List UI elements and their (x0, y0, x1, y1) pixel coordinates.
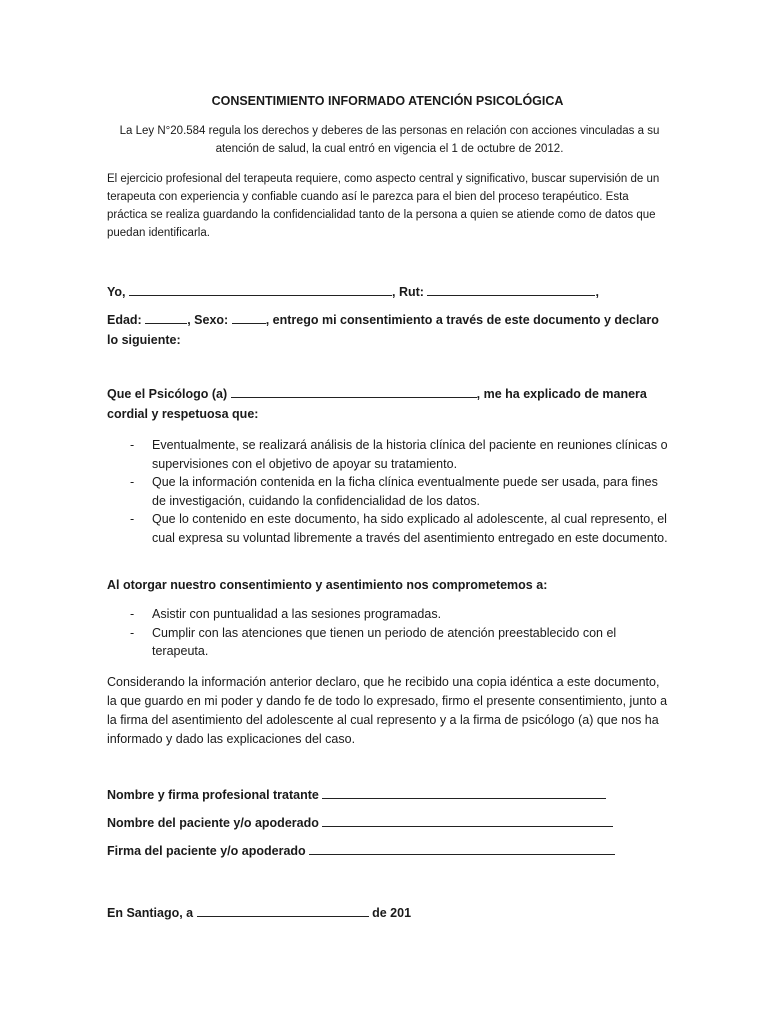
law-intro: La Ley N°20.584 regula los derechos y deberes de las personas en relación con acciones vinculadas a su atención de salud, la cual entró en vigencia el 1 de octubre de 2012. (119, 125, 660, 155)
list-item-text: Cumplir con las atenciones que tienen un periodo de atención preestablecido con el terapeuta. (152, 625, 617, 658)
age-blank[interactable] (145, 311, 187, 324)
supervision-paragraph: El ejercicio profesional del terapeuta requiere, como aspecto central y significativo, buscar supervisión de un terapeuta con experiencia y confiable cuando así le parezca para el bien del proceso terapéutico. Esta práctica se realiza guardando la confidencialidad tanto de la persona a quien se atiende como de datos que puedan identificarla. (107, 173, 660, 239)
document-title: CONSENTIMIENTO INFORMADO ATENCIÓN PSICOLÓGICA (211, 94, 564, 108)
rut-end: , (595, 285, 599, 299)
list-item (107, 605, 668, 624)
psychologist-blank[interactable] (231, 385, 477, 398)
consent-text: , entrego mi consentimiento a través de este documento y declaro lo siguiente: (107, 313, 659, 347)
patient-name-label: Nombre del paciente y/o apoderado (107, 815, 319, 830)
professional-blank[interactable] (322, 786, 606, 799)
rut-blank[interactable] (427, 283, 595, 296)
commitment-list (107, 605, 668, 661)
list-item (107, 510, 668, 547)
list-item-text: Eventualmente, se realizará análisis de la historia clínica del paciente en reuniones clínicas o supervisiones con el objetivo de apoyar su tratamiento. (152, 438, 668, 471)
list-item (107, 624, 668, 661)
name-blank[interactable] (129, 283, 392, 296)
patient-signature-line (107, 841, 668, 861)
patient-signature-blank[interactable] (309, 842, 615, 855)
dash-bullet: - (130, 607, 135, 621)
yo-label: Yo, (107, 285, 126, 299)
psychologist-line (107, 384, 668, 424)
edad-label: Edad: (107, 313, 142, 327)
patient-signature-label: Firma del paciente y/o apoderado (107, 843, 306, 858)
list-item (107, 473, 668, 510)
dash-bullet: - (130, 438, 135, 452)
list-item (107, 436, 668, 473)
commitment-heading: Al otorgar nuestro consentimiento y asentimiento nos comprometemos a: (107, 578, 548, 592)
place-label: En Santiago, a (107, 905, 194, 920)
dash-bullet: - (130, 512, 135, 526)
place-date-line (107, 903, 668, 923)
dash-bullet: - (130, 625, 135, 640)
psicologo-label: Que el Psicólogo (a) (107, 387, 228, 401)
list-item-text: Que lo contenido en este documento, ha sido explicado al adolescente, al cual represento, el cual expresa su voluntad libremente a través del asentimiento entregado en este documento. (152, 512, 668, 545)
sex-blank[interactable] (232, 311, 266, 324)
year-label: de 201 (372, 905, 412, 920)
list-item-text: Asistir con puntualidad a las sesiones programadas. (152, 607, 442, 621)
professional-label: Nombre y firma profesional tratante (107, 787, 319, 802)
name-rut-line (107, 282, 668, 302)
list-item-text: Que la información contenida en la ficha clínica eventualmente puede ser usada, para fines de investigación, cuidando la confidencialidad de los datos. (152, 475, 658, 508)
explained-list (107, 436, 668, 547)
declaration-paragraph: Considerando la información anterior declaro, que he recibido una copia idéntica a este documento, la que guardo en mi poder y dando fe de todo lo expresado, firmo el presente consentimiento, junto a la firma del asentimiento del adolescente al cual represento y a la firma de psicólogo (a) que nos ha informado y dado las explicaciones del caso. (107, 674, 668, 746)
dash-bullet: - (130, 475, 135, 489)
patient-name-line (107, 813, 668, 833)
sexo-label: , Sexo: (187, 313, 229, 327)
age-sex-line (107, 310, 668, 350)
patient-name-blank[interactable] (322, 814, 613, 827)
date-blank[interactable] (197, 904, 369, 917)
professional-signature-line (107, 785, 668, 805)
psicologo-text: , me ha explicado de manera cordial y respetuosa que: (107, 387, 647, 421)
rut-label: , Rut: (392, 285, 424, 299)
